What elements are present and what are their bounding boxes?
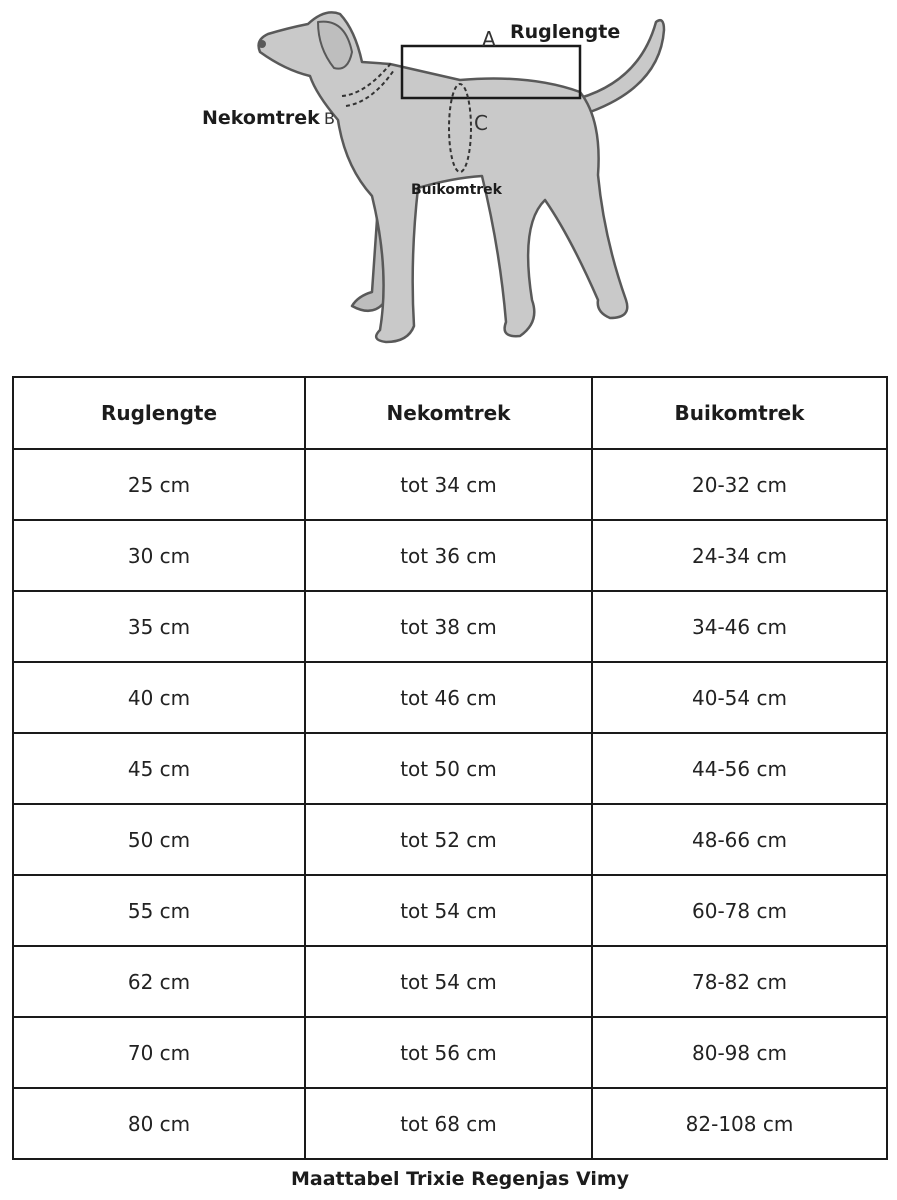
table-row [13,1088,887,1159]
cell-back-length: 80 cm [13,1088,305,1159]
cell-belly: 82-108 cm [592,1088,887,1159]
neck-label: Nekomtrek [202,107,320,129]
cell-neck: tot 46 cm [305,662,592,733]
cell-belly: 48-66 cm [592,804,887,875]
table-row [13,1017,887,1088]
table-row [13,946,887,1017]
header-neck: Nekomtrek [305,377,592,449]
marker-b: B [324,109,335,128]
cell-neck: tot 50 cm [305,733,592,804]
cell-back-length: 70 cm [13,1017,305,1088]
dog-measurement-diagram [0,0,897,360]
cell-belly: 60-78 cm [592,875,887,946]
size-table [12,376,888,1160]
cell-neck: tot 68 cm [305,1088,592,1159]
cell-back-length: 45 cm [13,733,305,804]
dog-illustration [258,12,664,342]
cell-back-length: 25 cm [13,449,305,520]
cell-belly: 20-32 cm [592,449,887,520]
cell-neck: tot 38 cm [305,591,592,662]
table-row [13,449,887,520]
cell-belly: 40-54 cm [592,662,887,733]
cell-belly: 44-56 cm [592,733,887,804]
table-row [13,875,887,946]
belly-label: Buikomtrek [411,182,502,198]
cell-belly: 24-34 cm [592,520,887,591]
table-row [13,662,887,733]
cell-back-length: 55 cm [13,875,305,946]
marker-a: A [482,27,496,51]
table-row [13,520,887,591]
header-belly: Buikomtrek [592,377,887,449]
table-row [13,804,887,875]
caption: Maattabel Trixie Regenjas Vimy [290,1168,630,1190]
cell-neck: tot 36 cm [305,520,592,591]
marker-c: C [474,111,488,135]
cell-back-length: 30 cm [13,520,305,591]
cell-belly: 78-82 cm [592,946,887,1017]
table-header-row [13,377,887,449]
cell-back-length: 62 cm [13,946,305,1017]
cell-neck: tot 52 cm [305,804,592,875]
cell-back-length: 50 cm [13,804,305,875]
cell-belly: 34-46 cm [592,591,887,662]
cell-back-length: 40 cm [13,662,305,733]
table-row [13,733,887,804]
cell-neck: tot 34 cm [305,449,592,520]
cell-back-length: 35 cm [13,591,305,662]
cell-neck: tot 54 cm [305,946,592,1017]
table-row [13,591,887,662]
back-length-label: Ruglengte [510,21,621,43]
cell-neck: tot 56 cm [305,1017,592,1088]
cell-neck: tot 54 cm [305,875,592,946]
header-back-length: Ruglengte [13,377,305,449]
cell-belly: 80-98 cm [592,1017,887,1088]
